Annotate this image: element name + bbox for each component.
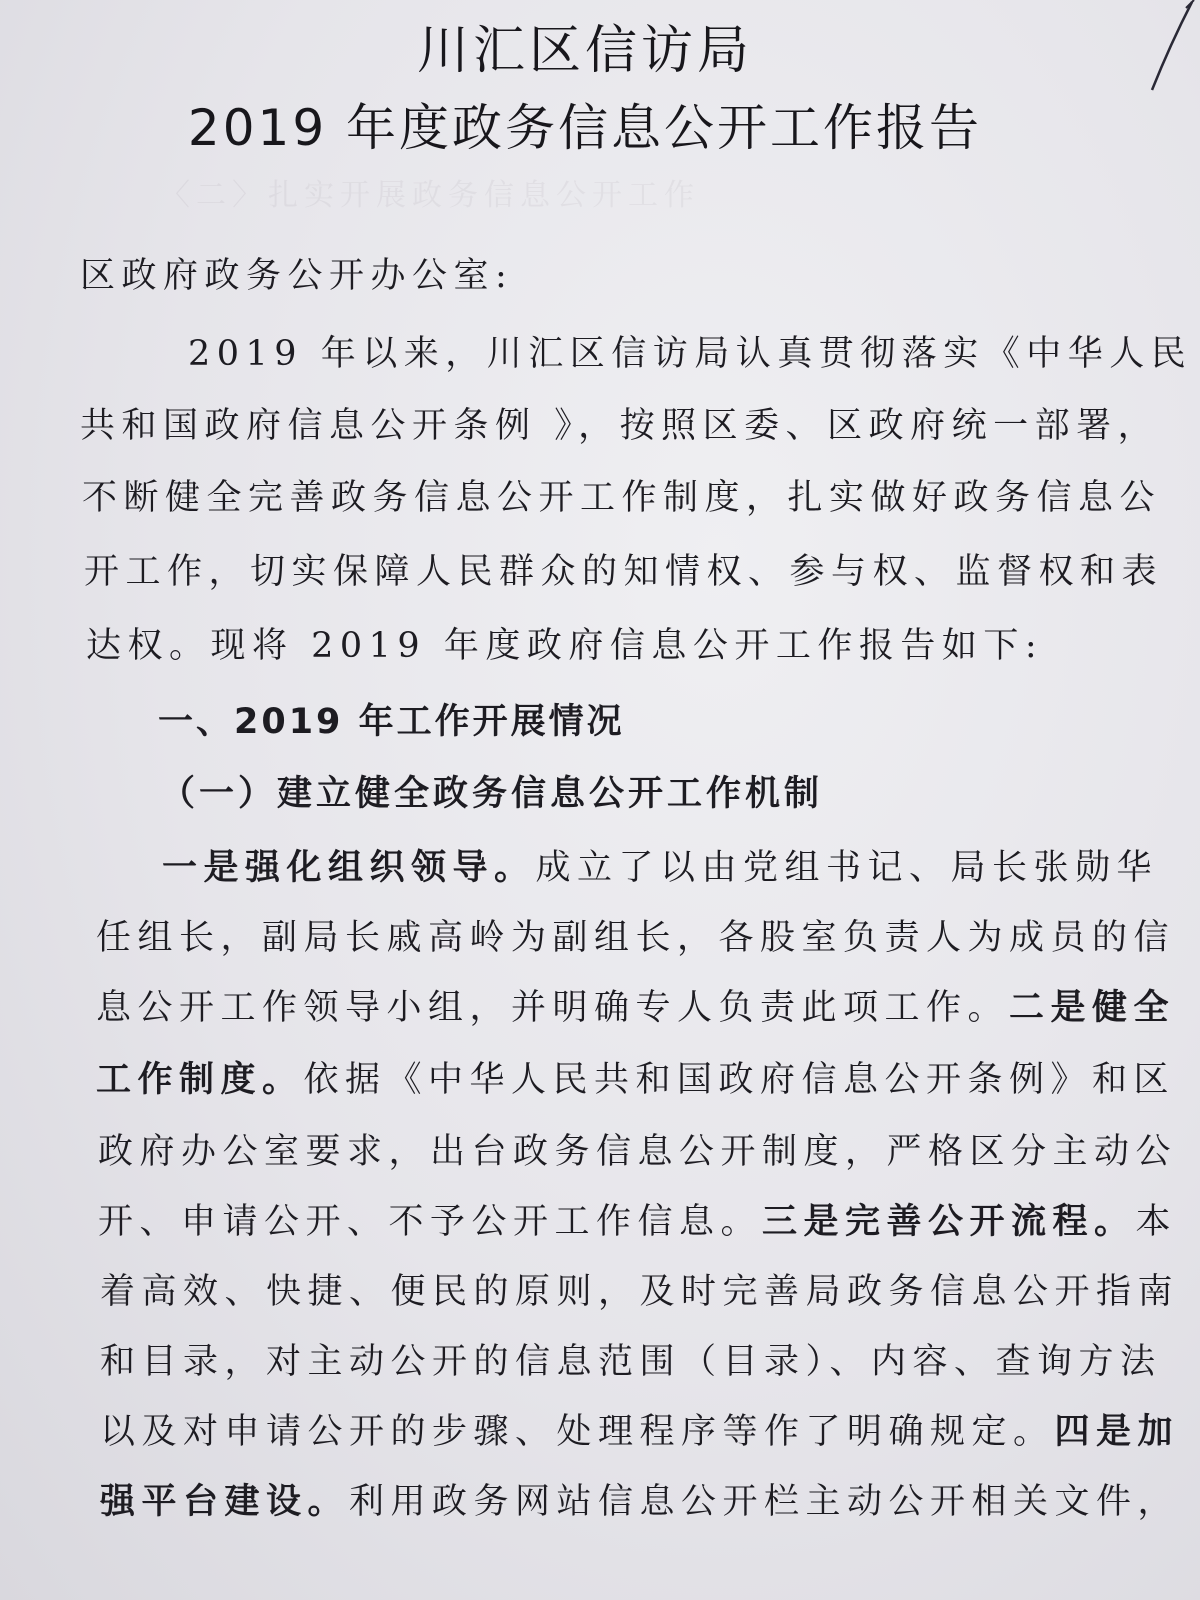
- body-line-4: [96, 1052, 1175, 1102]
- point-2-label-start: 二是健全: [1009, 988, 1176, 1028]
- body-line-9-text: 以及对申请公开的步骤、处理程序等作了明确规定。: [100, 1412, 1055, 1452]
- body-line-4-text: 依据《中华人民共和国政府信息公开条例》和区: [303, 1060, 1176, 1100]
- body-line-3-text: 息公开工作领导小组，并明确专人负责此项工作。: [96, 988, 1010, 1028]
- body-line-3: [96, 980, 1175, 1030]
- intro-line-2: 共和国政府信息公开条例 》，按照区委、区政府统一部署，: [80, 406, 1160, 446]
- body-line-1: [162, 840, 1158, 890]
- point-1-label: 一是强化组织领导。: [162, 848, 536, 888]
- bleed-through-decoration: 〈二〉扎实开展政务信息公开工作: [160, 178, 700, 213]
- point-3-label: 三是完善公开流程。: [762, 1202, 1136, 1242]
- body-line-10: [100, 1474, 1179, 1524]
- body-line-6-tail: 本: [1135, 1202, 1178, 1242]
- intro-line-5: 达权。现将 2019 年度政府信息公开工作报告如下:: [86, 626, 1044, 666]
- body-line-7: 着高效、快捷、便民的原则，及时完善局政务信息公开指南: [100, 1272, 1180, 1312]
- body-line-9: [100, 1404, 1179, 1454]
- body-line-6-text: 开、申请公开、不予公开工作信息。: [98, 1202, 763, 1242]
- body-line-1-text: 成立了以由党组书记、局长张勋华: [535, 848, 1159, 888]
- body-line-2: 任组长，副局长戚高岭为副组长，各股室负责人为成员的信: [96, 918, 1176, 958]
- point-4-label-start: 四是加: [1054, 1412, 1180, 1452]
- body-line-5: 政府办公室要求，出台政务信息公开制度，严格区分主动公: [98, 1132, 1178, 1172]
- subsection-1-heading: （一）建立健全政务信息公开工作机制: [160, 774, 824, 814]
- body-line-10-text: 利用政务网站信息公开栏主动公开相关文件，: [349, 1482, 1180, 1522]
- document-title-line-1: 川汇区信访局: [416, 21, 753, 81]
- intro-line-4: 开工作，切实保障人民群众的知情权、参与权、监督权和表: [84, 552, 1164, 592]
- intro-line-3: 不断健全完善政务信息公开工作制度，扎实做好政务信息公: [82, 478, 1162, 518]
- intro-line-1: 2019 年以来，川汇区信访局认真贯彻落实《中华人民: [188, 334, 1193, 374]
- point-2-label-end: 工作制度。: [96, 1060, 304, 1100]
- body-line-8: 和目录，对主动公开的信息范围（目录）、内容、查询方法: [100, 1342, 1162, 1382]
- point-4-label-end: 强平台建设。: [100, 1482, 350, 1522]
- section-1-heading: 一、2019 年工作开展情况: [158, 702, 625, 742]
- body-line-6: [98, 1194, 1177, 1244]
- document-title-line-2: 2019 年度政务信息公开工作报告: [187, 99, 983, 157]
- addressee-line: 区政府政务公开办公室:: [80, 256, 514, 296]
